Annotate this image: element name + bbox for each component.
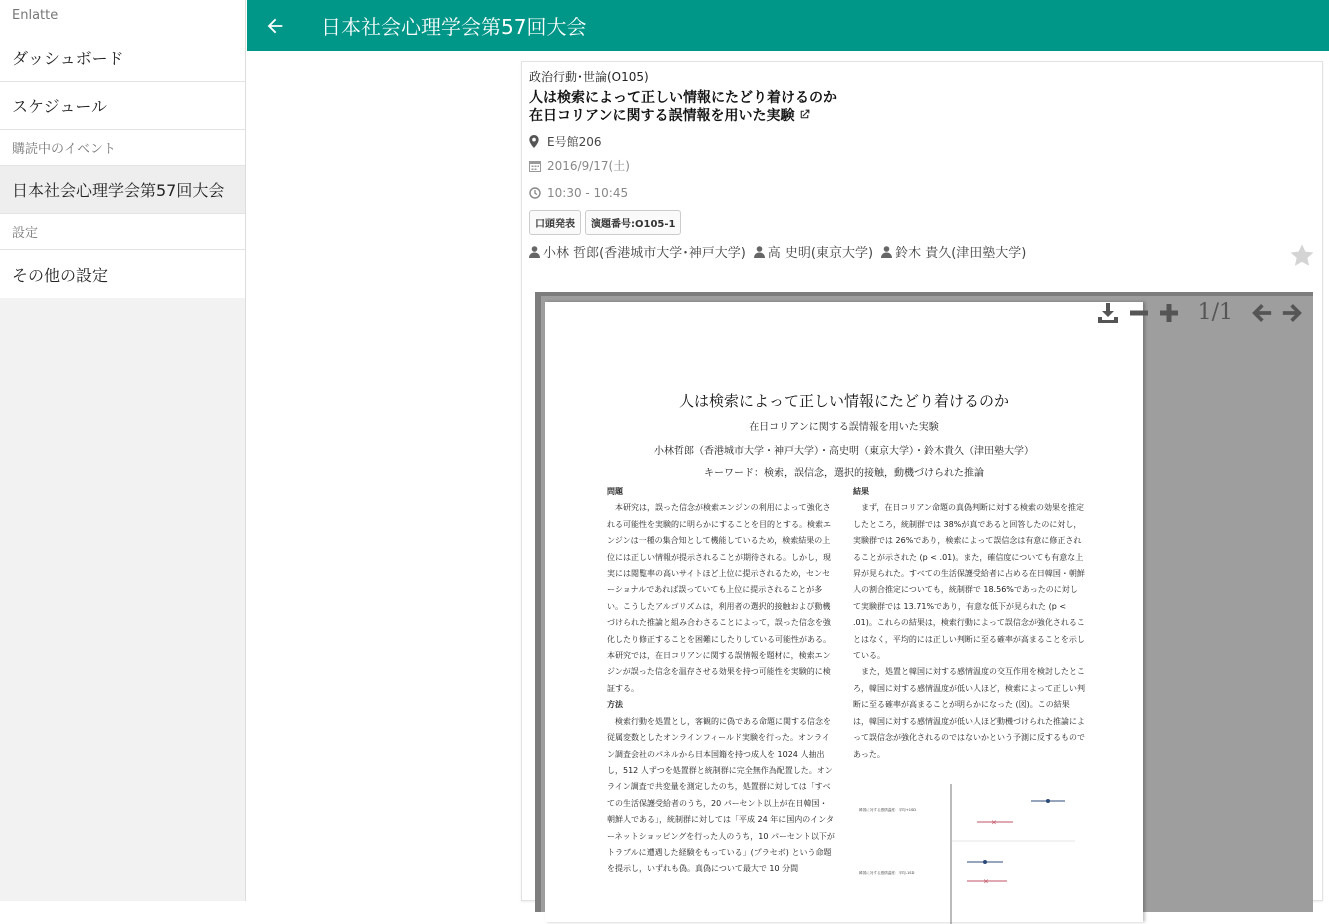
sidebar-menu	[0, 0, 245, 298]
pdf-heading-problem: 問題	[607, 487, 623, 496]
minus-icon	[1128, 302, 1150, 324]
pdf-right-column	[853, 484, 1085, 763]
calendar-icon	[529, 160, 543, 172]
pdf-paragraph: まず，在日コリアン命題の真偽判断に対する検索の効果を推定したところ，統制群では 38%が真であると回答したのに対し，実験群では 26%であり，検索によって誤信念は有意に修正されることが示された (p < .01)。また，確信度についても有意な上昇が見られた。すべての生活保護受給者に占める在日韓国・朝鮮人の割合推定についても，統制群で 18.56%であったのに対して実験群では 13.71%であり，有意な低下が見られた (p < .01)。これらの結果は，検索行動によって誤信念が強化されることはなく，平均的には正しい判断に至る確率が高まることを示している。	[853, 503, 1085, 661]
session-badges	[529, 210, 1315, 235]
app-header	[247, 0, 1329, 51]
pdf-title: 人は検索によって正しい情報にたどり着けるのか	[678, 392, 1009, 410]
back-button[interactable]	[251, 0, 299, 51]
download-button[interactable]	[1096, 301, 1120, 325]
pdf-paragraph: 検索行動を処置とし，客観的に偽である命題に関する信念を従属変数としたオンラインフィールド実験を行った。オンライン調査会社のパネルから日本国籍を持つ成人を 1024 人抽出し，512 人ずつを処置群と統制群に完全無作為配置した。オンライン調査で共変量を測定したのち，処置群に対しては「すべての生活保護受給者のうち，20 パーセント以上が在日韓国・朝鮮人である」，統制群に対しては「平成 24 年に国内のインターネットショッピングを行った人のうち，10 パーセント以下がトラブルに遭遇した経験をもっている」(プラセボ) という命題を提示し，いずれも偽。真偽について最大で 10 分間	[607, 716, 835, 874]
session-location-row	[529, 133, 1315, 150]
pdf-heading-results: 結果	[853, 487, 869, 496]
session-time: 10:30 - 10:45	[547, 186, 629, 200]
pdf-figure	[855, 784, 1085, 924]
author-item[interactable]	[881, 242, 1026, 261]
sidebar-item-schedule[interactable]: スケジュール	[0, 82, 245, 130]
prev-page-button[interactable]	[1251, 302, 1273, 324]
session-title-line2: 在日コリアンに関する誤情報を用いた実験	[529, 108, 795, 124]
user-icon	[754, 246, 765, 258]
author-item[interactable]	[754, 242, 873, 261]
page-title: 日本社会心理学会第57回大会	[321, 15, 587, 39]
pdf-heading-method: 方法	[607, 700, 623, 710]
pdf-page	[545, 302, 1143, 922]
pdf-paragraph: 本研究は，誤った信念が検索エンジンの利用によって強化される可能性を実験的に明らかにすることを目的とする。検索エンジンは一種の集合知として機能しているため，検索結果の上位には正しい情報が提示されることが期待される。しかし，現実には閲覧率の高いサイトほど上位に提示されるため，センセーショナルであれば誤っていても上位に提示されることが多い。こうしたアルゴリズムは，利用者の選択的接触および動機づけられた推論と組み合わさることによって，誤った信念を強化したり修正することを困難にしたりしている可能性がある。本研究では，在日コリアンに関する誤情報を題材に，検索エンジンが誤った信念を温存させる効果を持つ可能性を実験的に検証する。	[607, 503, 831, 693]
pdf-left-column	[607, 484, 835, 878]
sidebar-section-subscribed: 購読中のイベント	[0, 130, 245, 166]
session-time-row	[529, 186, 1315, 200]
pdf-subtitle: 在日コリアンに関する誤情報を用いた実験	[749, 422, 939, 433]
author-item[interactable]	[529, 242, 746, 261]
sidebar-section-settings: 設定	[0, 214, 245, 250]
session-authors	[529, 242, 1315, 261]
pdf-paragraph: また，処置と韓国に対する感情温度の交互作用を検討したところ，韓国に対する感情温度が低い人ほど，検索によって正しい判断に至る確率が高まることが明らかになった (図)。この結果は，韓国に対する感情温度が低い人ほど動機づけられた推論によって誤信念が強化されるのではないかという予測に反するものであった。	[853, 667, 1085, 759]
next-page-button[interactable]	[1281, 302, 1303, 324]
external-link-icon	[798, 108, 811, 126]
author-name: 鈴木 貴久(津田塾大学)	[895, 246, 1027, 261]
download-icon	[1096, 301, 1120, 325]
author-name: 小林 哲郎(香港城市大学･神戸大学)	[543, 246, 746, 261]
plus-icon	[1158, 302, 1180, 324]
session-title-link[interactable]	[529, 89, 1315, 126]
pdf-toolbar	[1096, 300, 1303, 325]
badge-presentation-type: 口頭発表	[529, 210, 581, 235]
session-location: E号館206	[547, 135, 602, 149]
user-icon	[529, 246, 540, 258]
session-meta	[522, 62, 1322, 261]
zoom-in-button[interactable]	[1158, 302, 1180, 324]
favorite-button[interactable]	[1288, 242, 1316, 274]
zoom-out-button[interactable]	[1128, 302, 1150, 324]
arrow-right-icon	[1281, 302, 1303, 324]
figure-label-low: 韓国に対する感情温度：平均-1SD	[859, 871, 915, 875]
pdf-viewer[interactable]	[535, 292, 1313, 912]
figure-label-high: 韓国に対する感情温度：平均+1SD	[859, 808, 917, 812]
user-icon	[881, 246, 892, 258]
pdf-authors: 小林哲郎（香港城市大学・神戸大学）・高史明（東京大学）・鈴木貴久（津田塾大学）	[654, 446, 1034, 457]
svg-text:×: ×	[991, 818, 997, 827]
star-icon	[1288, 242, 1316, 270]
map-marker-icon	[529, 135, 543, 148]
arrow-left-icon	[264, 15, 286, 37]
session-card	[521, 61, 1323, 901]
brand-name: Enlatte	[12, 8, 59, 23]
session-title-line2-wrap	[529, 107, 1315, 126]
page-indicator: 1/1	[1197, 300, 1233, 325]
author-name: 高 史明(東京大学)	[767, 246, 874, 261]
clock-icon	[529, 187, 543, 199]
sidebar-item-dashboard[interactable]: ダッシュボード	[0, 34, 245, 82]
sidebar-item-other-settings[interactable]: その他の設定	[12, 265, 109, 285]
badge-abstract-number: 演題番号:O105-1	[585, 210, 681, 235]
sidebar	[0, 0, 246, 901]
svg-text:×: ×	[983, 877, 989, 886]
arrow-left-icon	[1251, 302, 1273, 324]
pdf-keywords: キーワード：検索，誤信念，選択的接触，動機づけられた推論	[704, 468, 984, 479]
session-date: 2016/9/17(土)	[547, 159, 630, 173]
sidebar-item-event[interactable]: 日本社会心理学会第57回大会	[0, 166, 245, 214]
session-date-row	[529, 157, 1315, 174]
session-title-line1: 人は検索によって正しい情報にたどり着けるのか	[529, 90, 837, 106]
session-category: 政治行動･世論(O105)	[529, 70, 649, 84]
